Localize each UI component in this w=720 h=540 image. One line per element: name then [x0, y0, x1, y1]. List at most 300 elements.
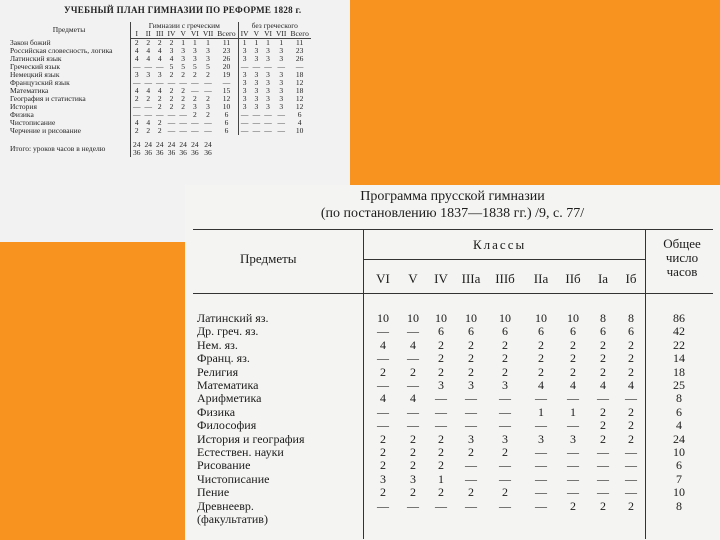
doc2-header-total: Общее число часов [663, 236, 701, 279]
doc1-cell: 3 [193, 102, 197, 111]
doc2-cell: — [625, 458, 637, 473]
doc1-cell: — [191, 78, 199, 87]
doc1-cell: 3 [266, 46, 270, 55]
doc2-cell: 2 [380, 364, 386, 379]
doc2-cell: 2 [538, 351, 544, 366]
doc2-cell: 2 [438, 445, 444, 459]
doc2-table-row [185, 406, 720, 418]
doc2-total-cell: 25 [673, 378, 685, 392]
doc2-total-cell: 86 [673, 311, 685, 325]
doc1-cell: 3 [238, 103, 250, 111]
doc2-cell: 2 [380, 431, 386, 446]
doc1-cell: — [144, 110, 152, 119]
doc1-cell: 4 [146, 46, 151, 55]
doc1-cell: — [179, 110, 187, 119]
doc1-total-value: 24 [144, 140, 152, 149]
doc1-cell: 2 [157, 118, 162, 127]
doc1-cell: 2 [181, 86, 186, 95]
doc2-cell: — [465, 404, 477, 419]
doc1-cell: 3 [238, 95, 250, 103]
doc2-cell: 4 [628, 378, 634, 392]
doc2-cell: 3 [410, 471, 416, 486]
doc2-cell: — [535, 458, 547, 473]
doc1-cell: 2 [157, 102, 162, 111]
doc1-cell: — [156, 62, 164, 71]
doc2-cell: 6 [538, 324, 544, 339]
doc2-cell: — [465, 498, 477, 513]
doc1-cell: 3 [206, 46, 210, 55]
doc2-cell: — [377, 418, 389, 433]
doc2-cell: — [407, 351, 419, 366]
doc1-cell: 3 [279, 86, 284, 95]
doc1-cell: 1 [266, 38, 270, 47]
doc1-cell: 5 [169, 62, 174, 71]
doc2-subject: Рисование [197, 458, 251, 473]
doc2-cell: 6 [628, 324, 634, 339]
doc1-cell: 3 [254, 70, 259, 79]
doc1-cell: — [204, 78, 212, 87]
doc1-total-value: 36 [204, 148, 212, 157]
doc1-class-header: V [177, 30, 189, 39]
doc1-subject: Закон божий [10, 37, 51, 47]
doc2-cell: 2 [600, 418, 606, 433]
doc2-subject: Древнеевр. [197, 498, 254, 513]
doc2-cell: — [499, 418, 511, 433]
doc1-cell: 1 [279, 38, 284, 47]
doc1-subject: Латинский язык [10, 54, 62, 63]
doc2-cell: 10 [567, 311, 579, 325]
doc1-cell: — [204, 86, 212, 95]
doc1-cell: 3 [279, 46, 284, 55]
doc1-class-header: VII [276, 29, 287, 38]
doc2-cell: — [435, 498, 447, 513]
doc1-cell: 1 [254, 38, 259, 47]
doc2-cell: 2 [468, 351, 474, 366]
doc2-title-line1: Программа прусской гимназии [360, 189, 545, 204]
doc1-cell: 4 [157, 54, 162, 63]
doc1-cell: — [252, 126, 261, 135]
doc2-total-cell: 42 [673, 324, 685, 339]
doc1-total-value: 36 [133, 148, 141, 157]
doc2-cell: 2 [628, 351, 634, 366]
doc2-cell: 10 [377, 311, 389, 325]
doc2-cell: 2 [502, 364, 508, 379]
doc1-cell: — [144, 62, 152, 71]
doc1-class-header: III [156, 29, 164, 38]
doc2-cell: — [499, 458, 511, 473]
doc1-cell: — [131, 63, 143, 71]
doc2-class-header: IIIб [495, 271, 515, 286]
doc2-cell: 2 [410, 485, 416, 500]
doc1-subject: Французский язык [10, 78, 70, 87]
doc2-subject: Чистописание [197, 471, 270, 486]
doc1-cell: 4 [146, 54, 151, 63]
doc1-cell: 3 [279, 70, 284, 79]
doc2-cell: 10 [499, 311, 511, 325]
doc2-cell: — [535, 498, 547, 513]
doc1-cell: 2 [181, 94, 186, 103]
doc1-cell: 3 [254, 86, 259, 95]
doc2-cell: 4 [600, 378, 606, 392]
doc1-cell: 2 [131, 39, 143, 48]
doc1-cell: — [144, 78, 152, 87]
doc1-cell: 5 [193, 62, 197, 71]
doc2-cell: 2 [502, 337, 508, 352]
doc1-total-value: 24 [204, 140, 212, 149]
doc2-cell: — [499, 471, 511, 486]
doc1-title: УЧЕБНЫЙ ПЛАН ГИМНАЗИИ ПО РЕФОРМЕ 1828 г. [64, 5, 302, 15]
doc1-cell: 3 [266, 70, 270, 79]
doc2-class-header: IIa [533, 271, 549, 286]
doc2-cell: — [625, 445, 637, 459]
doc2-cell: — [597, 471, 609, 486]
doc2-table-row [185, 500, 720, 512]
doc2-cell: 2 [380, 458, 386, 473]
doc1-total-value: 36 [144, 148, 152, 157]
doc1-class-header: II [143, 30, 155, 39]
doc2-total-cell: 24 [673, 431, 685, 446]
doc2-total-cell: 6 [676, 404, 682, 419]
doc1-cell: — [238, 127, 250, 135]
doc2-cell: 3 [538, 431, 544, 446]
doc1-cell: 3 [238, 71, 250, 79]
doc2-cell: — [625, 391, 637, 406]
doc2-cell: 2 [410, 458, 416, 473]
doc1-cell: 2 [131, 127, 143, 135]
doc2-cell: 2 [380, 445, 386, 459]
doc1-cell: — [131, 79, 143, 87]
doc2-cell: 2 [570, 364, 576, 379]
doc2-cell: 2 [628, 431, 634, 446]
doc2-cell: 2 [438, 458, 444, 473]
doc2-subject: Естествен. науки [197, 445, 284, 459]
doc2-cell: — [597, 458, 609, 473]
doc1-cell: — [191, 126, 199, 135]
doc1-cell: — [179, 78, 187, 87]
doc2-class-header: Iб [625, 271, 637, 286]
doc2-cell: — [535, 485, 547, 500]
doc1-cell: 4 [297, 118, 302, 127]
doc1-cell: 4 [146, 118, 151, 127]
doc1-cell: — [252, 110, 261, 119]
doc1-cell: 6 [224, 118, 229, 127]
doc1-cell: 3 [181, 46, 186, 55]
doc1-cell: — [277, 118, 285, 127]
doc1-cell: — [277, 126, 285, 135]
doc2-subject: Физика [197, 404, 236, 419]
doc2-cell: 2 [538, 337, 544, 352]
doc1-cell: — [252, 118, 261, 127]
doc2-subject: Математика [197, 378, 259, 392]
doc1-cell: — [179, 118, 187, 127]
doc2-subject: Философия [197, 418, 257, 433]
doc2-cell: — [465, 471, 477, 486]
doc1-total-value: 36 [179, 148, 187, 157]
doc2-cell: 4 [538, 378, 544, 392]
doc1-total-value: 24 [167, 140, 176, 149]
doc2-cell: 2 [628, 498, 634, 513]
doc1-cell: 3 [206, 102, 210, 111]
doc1-cell: 2 [169, 70, 174, 79]
doc1-cell: — [167, 78, 176, 87]
doc2-cell: 1 [538, 404, 544, 419]
doc1-cell: 3 [181, 54, 186, 63]
doc2-title [185, 188, 720, 222]
doc1-cell: 2 [193, 70, 197, 79]
doc1-cell: 2 [169, 102, 174, 111]
doc2-cell: 2 [502, 351, 508, 366]
doc2-cell: 8 [628, 311, 634, 325]
doc2-cell: 2 [538, 364, 544, 379]
doc2-cell: — [597, 445, 609, 459]
doc2-subject: Франц. яз. [197, 351, 250, 366]
doc2-total-cell: 10 [673, 485, 685, 500]
doc2-cell: 2 [570, 351, 576, 366]
doc1-cell: 2 [146, 94, 151, 103]
doc1-cell: — [238, 111, 250, 119]
doc2-table-row [185, 419, 720, 431]
doc2-cell: 2 [438, 337, 444, 352]
doc2-cell: — [407, 498, 419, 513]
doc2-cell: 3 [502, 431, 508, 446]
doc1-cell: 3 [254, 94, 259, 103]
doc1-cell: 20 [222, 62, 231, 71]
doc2-cell: — [625, 485, 637, 500]
doc1-cell: — [144, 102, 152, 111]
doc2-cell: 2 [438, 351, 444, 366]
doc2-cell: — [567, 391, 579, 406]
doc2-subject: Арифметика [197, 391, 262, 406]
doc1-cell: 2 [193, 94, 197, 103]
doc2-cell: — [535, 471, 547, 486]
doc1-cell: — [264, 118, 272, 127]
doc2-top-rule [193, 229, 713, 230]
doc1-cell: 5 [181, 62, 186, 71]
doc1-cell: — [277, 62, 285, 71]
doc1-subject: История [10, 102, 37, 111]
doc1-cell: 4 [157, 86, 162, 95]
doc2-cell: — [499, 404, 511, 419]
doc2-cell: 4 [380, 391, 386, 406]
doc1-cell: — [238, 119, 250, 127]
doc2-total-cell: 7 [676, 471, 682, 486]
doc2-cell: 2 [502, 445, 508, 459]
doc2-class-header: VI [376, 271, 390, 286]
doc2-total-cell: 22 [673, 337, 685, 352]
doc1-cell: 3 [254, 54, 259, 63]
doc2-cell: 3 [570, 431, 576, 446]
doc2-cell: 2 [628, 404, 634, 419]
doc1-cell: 2 [206, 70, 210, 79]
doc2-cell: 2 [438, 364, 444, 379]
doc1-cell: 3 [131, 71, 143, 79]
doc2-cell: — [465, 391, 477, 406]
doc2-table-row [185, 339, 720, 351]
doc1-cell: 12 [295, 78, 304, 87]
doc1-total-value: 24 [179, 140, 187, 149]
doc2-cell: 2 [628, 418, 634, 433]
doc1-cell: 15 [222, 86, 231, 95]
doc1-cell: 2 [131, 95, 143, 103]
doc1-cell: — [238, 63, 250, 71]
doc1-cell: 2 [181, 70, 186, 79]
doc1-subject: Чистописание [10, 118, 56, 127]
doc1-cell: 2 [206, 94, 210, 103]
doc2-cell: 6 [438, 324, 444, 339]
doc2-cell: — [435, 404, 447, 419]
doc2-cell: — [567, 445, 579, 459]
doc1-total-value: 24 [156, 140, 164, 149]
doc2-table-row [185, 352, 720, 364]
doc1-cell: 6 [224, 110, 229, 119]
doc2-cell: 6 [502, 324, 508, 339]
doc2-subject: История и география [197, 431, 305, 446]
doc2-cell: — [465, 418, 477, 433]
doc1-cell: 10 [222, 102, 231, 111]
doc2-cell: 2 [380, 485, 386, 500]
doc1-cell: — [222, 78, 231, 87]
doc2-cell: 3 [380, 471, 386, 486]
doc1-cell: 1 [238, 39, 250, 48]
doc2-cell: 2 [468, 485, 474, 500]
doc2-cell: — [625, 471, 637, 486]
doc1-cell: 2 [206, 110, 210, 119]
doc1-cell: 1 [181, 38, 186, 47]
doc1-cell: 12 [295, 102, 304, 111]
doc1-cell: — [131, 111, 143, 119]
doc2-cell: — [499, 498, 511, 513]
doc1-header-with-greek: Гимназии с греческим [131, 22, 239, 30]
doc1-class-header: Всего [215, 30, 238, 39]
doc2-cell: 2 [410, 364, 416, 379]
doc1-cell: — [264, 126, 272, 135]
doc2-class-header: IIIa [461, 271, 481, 286]
doc1-cell: 3 [254, 78, 259, 87]
doc1-cell: 18 [295, 70, 304, 79]
doc1-cell: — [179, 126, 187, 135]
doc1-cell: 1 [193, 38, 197, 47]
doc2-cell: — [407, 404, 419, 419]
doc2-cell: — [407, 418, 419, 433]
doc2-header-subjects: Предметы [240, 251, 297, 266]
doc1-cell: 19 [222, 70, 231, 79]
doc2-cell: 2 [600, 351, 606, 366]
doc2-cell: 3 [468, 431, 474, 446]
doc1-cell: 4 [146, 86, 151, 95]
doc1-cell: 3 [266, 94, 270, 103]
doc1-cell: — [264, 62, 272, 71]
doc1-cell: 3 [266, 86, 270, 95]
doc2-cell: 2 [410, 445, 416, 459]
doc2-cell: 4 [410, 391, 416, 406]
doc2-cell: — [465, 458, 477, 473]
doc2-cell: — [567, 471, 579, 486]
doc2-cell: — [567, 418, 579, 433]
doc2-class-header: V [408, 271, 418, 286]
doc1-cell: 2 [181, 102, 186, 111]
doc1-cell: — [131, 103, 143, 111]
doc1-subject: География и статистика [10, 94, 86, 103]
doc2-cell: 2 [570, 337, 576, 352]
doc1-cell: — [191, 118, 199, 127]
doc2-cell: — [407, 324, 419, 339]
doc1-header-subjects: Предметы [52, 25, 86, 35]
doc1-table [8, 22, 311, 157]
doc2-cell: — [377, 351, 389, 366]
doc2-cell: 2 [410, 431, 416, 446]
doc1-cell: 2 [146, 126, 151, 135]
doc1-cell: 2 [169, 94, 174, 103]
doc1-cell: 12 [222, 94, 231, 103]
doc2-class-header: Ia [597, 271, 609, 286]
doc1-table-row [8, 127, 311, 135]
doc1-cell: 3 [266, 102, 270, 111]
doc1-total-value: 24 [191, 140, 199, 149]
doc1-subject: Физика [10, 110, 34, 119]
doc1-cell: 3 [238, 47, 250, 55]
doc2-cell: 1 [570, 404, 576, 419]
doc1-total-value: 36 [156, 148, 164, 157]
doc1-cell: — [191, 86, 199, 95]
doc1-cell: 3 [279, 94, 284, 103]
doc2-cell: — [535, 445, 547, 459]
doc2-total-cell: 10 [673, 445, 685, 459]
doc1-cell: — [204, 126, 212, 135]
doc2-table-row [185, 392, 720, 404]
doc2-table-row [185, 446, 720, 458]
doc2-cell: — [499, 391, 511, 406]
doc2-header-rule [193, 293, 713, 294]
doc2-cell: 10 [535, 311, 547, 325]
doc2-cell: 10 [407, 311, 419, 325]
doc2-cell: 4 [410, 337, 416, 352]
doc1-cell: 2 [193, 110, 197, 119]
doc2-cell: 4 [380, 337, 386, 352]
doc1-cell: — [252, 62, 261, 71]
doc2-subject: Др. греч. яз. [197, 324, 259, 339]
doc1-cell: 11 [222, 38, 231, 47]
doc1-subject: Математика [10, 86, 49, 95]
doc1-cell: — [277, 110, 285, 119]
doc2-total-cell: 8 [676, 498, 682, 513]
doc2-cell: — [597, 391, 609, 406]
doc1-cell: 3 [193, 46, 197, 55]
doc1-cell: 3 [169, 46, 174, 55]
doc2-cell: 8 [600, 311, 606, 325]
doc2-cell: 2 [600, 431, 606, 446]
doc2-cell: 6 [468, 324, 474, 339]
doc1-total-value: 24 [133, 140, 141, 149]
doc2-table-row [185, 473, 720, 485]
doc2-subject: (факультатив) [197, 512, 268, 526]
doc2-cell: 2 [468, 445, 474, 459]
doc2-cell: — [377, 498, 389, 513]
doc1-cell: — [295, 62, 304, 71]
doc1-cell: 6 [297, 110, 302, 119]
doc1-cell: 18 [295, 86, 304, 95]
doc2-cell: 10 [465, 311, 477, 325]
doc2-cell: 6 [600, 324, 606, 339]
doc2-cell: — [377, 404, 389, 419]
doc1-total-row [8, 135, 311, 157]
doc1-total-label: Итого: уроков часов в неделю [10, 144, 106, 153]
doc2-cell: 4 [570, 378, 576, 392]
doc2-table-row [185, 379, 720, 391]
doc1-cell: 2 [169, 38, 174, 47]
doc2-subject: Пение [197, 485, 230, 500]
doc2-class-header: IV [434, 271, 448, 286]
doc1-cell: 2 [157, 126, 162, 135]
